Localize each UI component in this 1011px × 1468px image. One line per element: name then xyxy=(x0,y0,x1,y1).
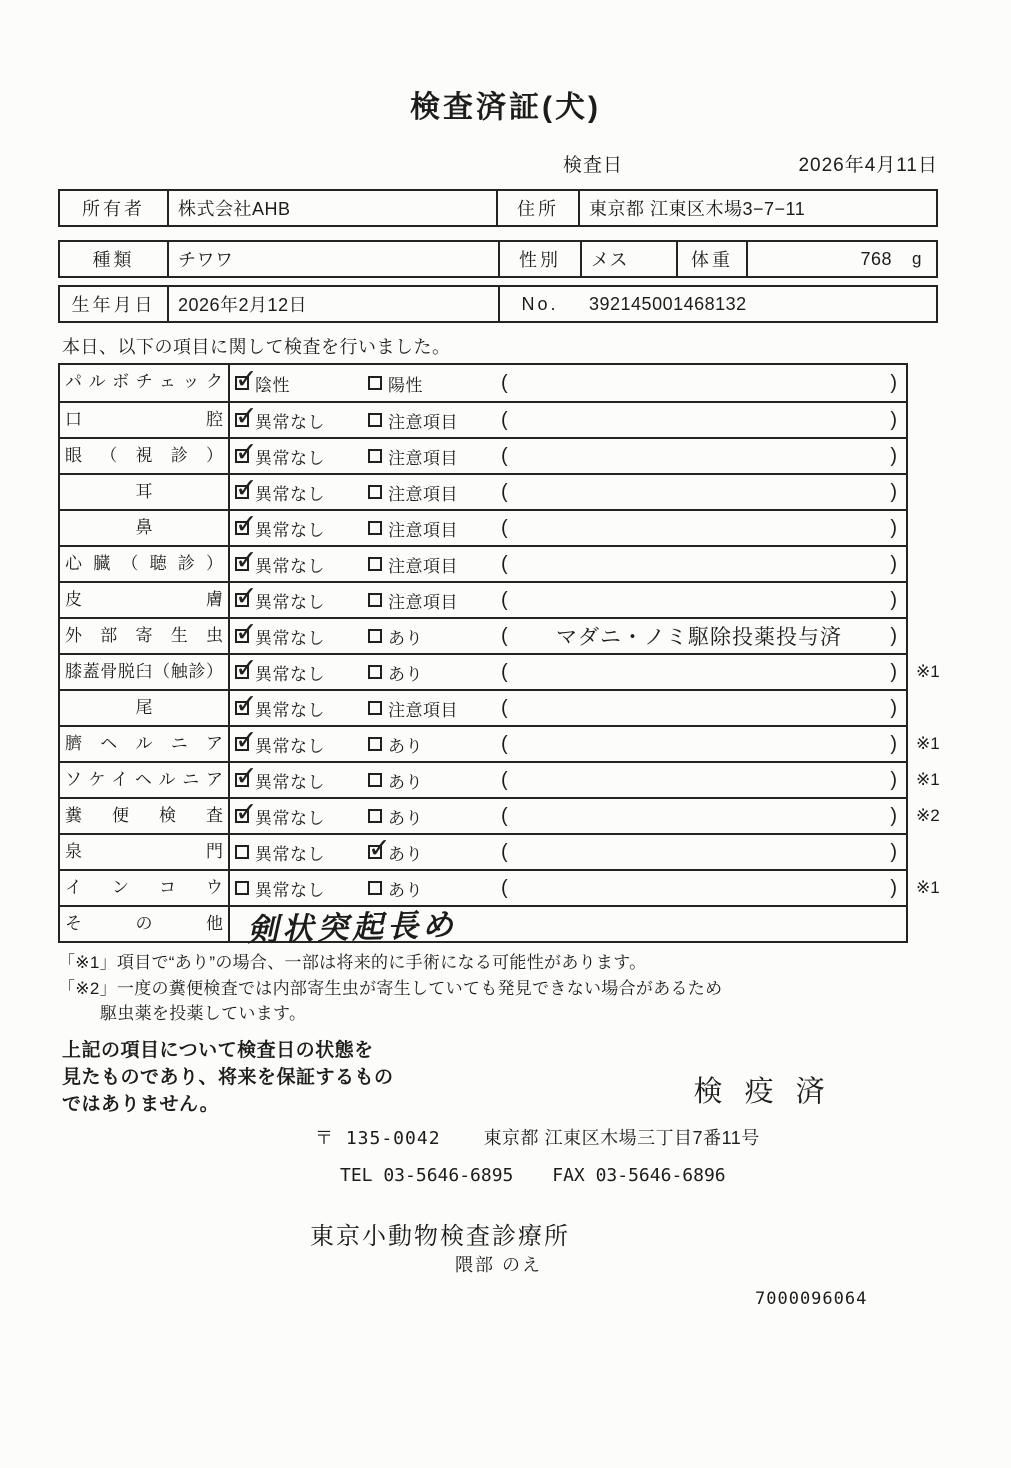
weight-unit: g xyxy=(912,249,922,268)
checkbox-icon xyxy=(368,521,382,535)
paren-close: ) xyxy=(890,371,897,394)
option-1 xyxy=(235,804,368,829)
inspection-row xyxy=(60,545,906,581)
remarks-area xyxy=(501,445,906,468)
bottom-section xyxy=(62,1037,1011,1118)
breed-label: 種類 xyxy=(92,250,135,270)
paren-open: ( xyxy=(501,371,508,394)
footnote-mark: ※1 xyxy=(916,770,940,789)
option-1-label: 異常なし xyxy=(255,556,325,576)
contact-line xyxy=(340,1165,1011,1186)
option-2 xyxy=(368,480,501,505)
quarantine-stamp: 検 疫 済 xyxy=(693,1075,832,1108)
checkbox-icon xyxy=(368,665,382,679)
item-label: ソケイヘルニア xyxy=(60,763,230,797)
inspection-row xyxy=(60,725,940,761)
paren-close: ) xyxy=(890,696,897,719)
paren-close: ) xyxy=(890,552,897,575)
option-2 xyxy=(368,696,501,721)
remarks-area xyxy=(501,661,906,684)
inspection-row xyxy=(60,653,940,689)
inspection-date-label: 検査日 xyxy=(563,155,624,176)
option-2 xyxy=(368,732,501,757)
option-2 xyxy=(368,768,501,793)
item-label: 眼（視診） xyxy=(60,439,230,473)
option-2 xyxy=(368,660,501,685)
paren-open: ( xyxy=(501,480,508,503)
option-2-label: あり xyxy=(388,628,423,648)
option-1 xyxy=(235,588,368,613)
checkbox-icon xyxy=(368,845,382,859)
option-2-label: 注意項目 xyxy=(388,700,458,720)
option-1 xyxy=(235,876,368,901)
option-2 xyxy=(368,516,501,541)
paren-close: ) xyxy=(890,624,897,647)
checkbox-icon xyxy=(235,449,249,463)
paren-close: ) xyxy=(890,768,897,791)
inspection-row xyxy=(60,797,940,833)
checkbox-icon xyxy=(235,413,249,427)
option-2-label: あり xyxy=(388,664,423,684)
paren-open: ( xyxy=(501,444,508,467)
item-content xyxy=(230,871,906,905)
item-label: 口腔 xyxy=(60,403,230,437)
weight-cell xyxy=(746,242,936,276)
checkbox-icon xyxy=(235,485,249,499)
sex-value: メス xyxy=(580,242,676,276)
item-content xyxy=(230,439,906,473)
paren-open: ( xyxy=(501,552,508,575)
item-content xyxy=(230,619,906,653)
option-2 xyxy=(368,552,501,577)
weight-value: 768 xyxy=(860,248,893,269)
item-label: その他 xyxy=(60,907,230,941)
option-1-label: 異常なし xyxy=(255,880,325,900)
item-content xyxy=(230,691,906,725)
paren-open: ( xyxy=(501,804,508,827)
inspection-row xyxy=(60,869,940,905)
option-2-label: 陽性 xyxy=(388,375,423,395)
paren-open: ( xyxy=(501,732,508,755)
item-label: 外部寄生虫 xyxy=(60,619,230,653)
footnote-mark: ※1 xyxy=(916,878,940,897)
inspection-row xyxy=(60,761,940,797)
item-content xyxy=(230,475,906,509)
footnote-mark: ※1 xyxy=(916,662,940,681)
checkbox-icon xyxy=(368,485,382,499)
checkbox-icon xyxy=(235,665,249,679)
option-2-label: あり xyxy=(388,808,423,828)
weight-label: 体重 xyxy=(676,242,746,276)
option-1-label: 異常なし xyxy=(255,592,325,612)
clinic-address-line xyxy=(315,1124,1011,1150)
option-2 xyxy=(368,588,501,613)
breed-value: チワワ xyxy=(167,242,498,276)
checkbox-icon xyxy=(235,773,249,787)
sex-label: 性別 xyxy=(498,242,580,276)
option-1 xyxy=(235,624,368,649)
tel-number: TEL 03-5646-6895 xyxy=(340,1164,514,1186)
remarks-area xyxy=(501,621,906,651)
option-2 xyxy=(368,840,501,865)
option-2-label: 注意項目 xyxy=(388,412,458,432)
checkbox-icon xyxy=(368,449,382,463)
checkbox-icon xyxy=(368,593,382,607)
option-2 xyxy=(368,444,501,469)
option-2-label: 注意項目 xyxy=(388,556,458,576)
disclaimer-line-3: ではありません。 xyxy=(62,1093,220,1115)
paren-close: ) xyxy=(890,732,897,755)
option-1 xyxy=(235,840,368,865)
checkbox-icon xyxy=(235,737,249,751)
disclaimer xyxy=(62,1037,394,1118)
page-title: 検査済証(犬) xyxy=(410,91,601,124)
checkbox-icon xyxy=(368,809,382,823)
option-1 xyxy=(235,768,368,793)
postal-code: 〒 135-0042 xyxy=(315,1127,441,1149)
option-1-label: 異常なし xyxy=(255,736,325,756)
owner-table xyxy=(58,189,938,227)
remark-text: マダニ・ノミ駆除投薬投与済 xyxy=(556,626,842,649)
item-label: インコウ xyxy=(60,871,230,905)
option-1 xyxy=(235,552,368,577)
option-1 xyxy=(235,732,368,757)
option-1 xyxy=(235,371,368,396)
checkbox-icon xyxy=(368,413,382,427)
inspection-row xyxy=(60,689,906,725)
footnote-2: 「※2」一度の糞便検査では内部寄生虫が寄生していても発見できない場合があるため xyxy=(58,978,723,998)
paren-open: ( xyxy=(501,696,508,719)
footnote-3: 駆虫薬を投薬しています。 xyxy=(100,1004,307,1023)
checkbox-icon xyxy=(235,376,249,390)
inspection-row xyxy=(60,905,906,948)
remarks-area xyxy=(501,769,906,792)
checkbox-icon xyxy=(235,809,249,823)
remarks-area xyxy=(501,481,906,504)
inspection-row xyxy=(60,833,906,869)
no-label: No. xyxy=(498,287,580,321)
disclaimer-line-1: 上記の項目について検査日の状態を xyxy=(62,1039,374,1061)
option-2 xyxy=(368,624,501,649)
inspection-row xyxy=(60,437,906,473)
option-1 xyxy=(235,516,368,541)
serial-number: 7000096064 xyxy=(755,1288,868,1309)
checkbox-icon xyxy=(368,737,382,751)
option-1 xyxy=(235,696,368,721)
paren-close: ) xyxy=(890,660,897,683)
disclaimer-line-2: 見たものであり、将来を保証するもの xyxy=(62,1066,394,1088)
paren-open: ( xyxy=(501,588,508,611)
item-label: 膝蓋骨脱臼（触診） xyxy=(60,655,230,689)
checkbox-icon xyxy=(235,629,249,643)
option-1-label: 異常なし xyxy=(255,628,325,648)
fax-number: FAX 03-5646-6896 xyxy=(552,1164,726,1186)
paren-close: ) xyxy=(890,804,897,827)
item-label: 泉門 xyxy=(60,835,230,869)
birthdate-label: 生年月日 xyxy=(71,295,156,315)
paren-open: ( xyxy=(501,840,508,863)
option-1-label: 異常なし xyxy=(255,484,325,504)
checkbox-icon xyxy=(368,557,382,571)
checkbox-icon xyxy=(368,701,382,715)
animal-table-row-1 xyxy=(58,240,938,278)
no-value: 392145001468132 xyxy=(589,293,747,314)
paren-close: ) xyxy=(890,444,897,467)
inspection-row xyxy=(60,365,906,401)
option-1 xyxy=(235,444,368,469)
owner-name: 株式会社AHB xyxy=(167,191,496,225)
item-label: 皮膚 xyxy=(60,583,230,617)
checkbox-icon xyxy=(235,557,249,571)
remarks-area xyxy=(501,409,906,432)
inspection-table xyxy=(58,363,940,948)
inspection-row xyxy=(60,509,906,545)
footnote-1: 「※1」項目で“あり”の場合、一部は将来的に手術になる可能性があります。 xyxy=(58,953,647,972)
inspection-row xyxy=(60,401,906,437)
option-2-label: 注意項目 xyxy=(388,592,458,612)
paren-open: ( xyxy=(501,408,508,431)
option-2 xyxy=(368,371,501,396)
item-label: 糞便検査 xyxy=(60,799,230,833)
remarks-area xyxy=(501,372,906,395)
option-2-label: 注意項目 xyxy=(388,520,458,540)
option-2 xyxy=(368,876,501,901)
paren-close: ) xyxy=(890,408,897,431)
option-1-label: 異常なし xyxy=(255,520,325,540)
footnotes xyxy=(58,950,951,1027)
option-2-label: 注意項目 xyxy=(388,448,458,468)
remarks-area xyxy=(501,697,906,720)
inspection-date-value: 2026年4月11日 xyxy=(798,155,938,176)
item-label: パルボチェック xyxy=(60,365,230,401)
paren-close: ) xyxy=(890,480,897,503)
item-label: 臍ヘルニア xyxy=(60,727,230,761)
intro-text: 本日、以下の項目に関して検査を行いました。 xyxy=(62,337,451,357)
address-label: 住所 xyxy=(496,191,578,225)
remarks-area xyxy=(501,841,906,864)
item-label: 尾 xyxy=(60,691,230,725)
option-1 xyxy=(235,660,368,685)
option-2-label: あり xyxy=(388,772,423,792)
item-content xyxy=(230,547,906,581)
remarks-area xyxy=(501,589,906,612)
item-label: 耳 xyxy=(60,475,230,509)
owner-label: 所有者 xyxy=(82,199,145,219)
option-1-label: 異常なし xyxy=(255,808,325,828)
paren-close: ) xyxy=(890,516,897,539)
item-content xyxy=(230,835,906,869)
option-2 xyxy=(368,804,501,829)
footnote-mark: ※1 xyxy=(916,734,940,753)
option-2 xyxy=(368,408,501,433)
item-content xyxy=(230,403,906,437)
paren-open: ( xyxy=(501,516,508,539)
footnote-mark: ※2 xyxy=(916,806,940,825)
birthdate-value: 2026年2月12日 xyxy=(167,287,498,321)
staff-name: 隈部 のえ xyxy=(455,1254,543,1275)
remarks-area xyxy=(501,877,906,900)
paren-open: ( xyxy=(501,876,508,899)
item-content xyxy=(230,763,906,797)
option-2-label: あり xyxy=(388,736,423,756)
item-label: 鼻 xyxy=(60,511,230,545)
checkbox-icon xyxy=(235,845,249,859)
checkbox-icon xyxy=(368,629,382,643)
item-content xyxy=(230,727,906,761)
paren-open: ( xyxy=(501,768,508,791)
option-2-label: あり xyxy=(388,880,423,900)
option-1-label: 異常なし xyxy=(255,844,325,864)
checkbox-icon xyxy=(368,773,382,787)
handwritten-note: 剣状突起長め xyxy=(246,906,458,948)
item-label: 心臓（聴診） xyxy=(60,547,230,581)
item-content xyxy=(230,583,906,617)
inspection-row xyxy=(60,473,906,509)
paren-open: ( xyxy=(501,624,508,647)
checkbox-icon xyxy=(368,881,382,895)
checkbox-icon xyxy=(235,701,249,715)
inspection-date-row xyxy=(58,150,938,177)
option-1 xyxy=(235,480,368,505)
option-1-label: 異常なし xyxy=(255,664,325,684)
option-1 xyxy=(235,408,368,433)
clinic-address: 東京都 江東区木場三丁目7番11号 xyxy=(483,1127,760,1148)
item-content xyxy=(230,365,906,401)
checkbox-icon xyxy=(235,881,249,895)
animal-table-row-2 xyxy=(58,285,938,323)
checkbox-icon xyxy=(235,521,249,535)
address-value: 東京都 江東区木場3−7−11 xyxy=(578,191,936,225)
paren-close: ) xyxy=(890,876,897,899)
option-2-label: 注意項目 xyxy=(388,484,458,504)
checkbox-icon xyxy=(235,593,249,607)
remarks-area xyxy=(501,805,906,828)
option-1-label: 異常なし xyxy=(255,700,325,720)
item-content xyxy=(230,655,906,689)
paren-open: ( xyxy=(501,660,508,683)
inspection-row xyxy=(60,617,906,653)
remarks-area xyxy=(501,517,906,540)
remarks-area xyxy=(501,733,906,756)
option-2-label: あり xyxy=(388,844,423,864)
paren-close: ) xyxy=(890,840,897,863)
item-content xyxy=(230,799,906,833)
checkbox-icon xyxy=(368,376,382,390)
paren-close: ) xyxy=(890,588,897,611)
option-1-label: 異常なし xyxy=(255,772,325,792)
inspection-row xyxy=(60,581,906,617)
item-content xyxy=(230,906,906,948)
item-content xyxy=(230,511,906,545)
remarks-area xyxy=(501,553,906,576)
option-1-label: 異常なし xyxy=(255,448,325,468)
option-1-label: 陰性 xyxy=(255,375,290,395)
option-1-label: 異常なし xyxy=(255,412,325,432)
clinic-name: 東京小動物検査診療所 xyxy=(310,1222,570,1250)
